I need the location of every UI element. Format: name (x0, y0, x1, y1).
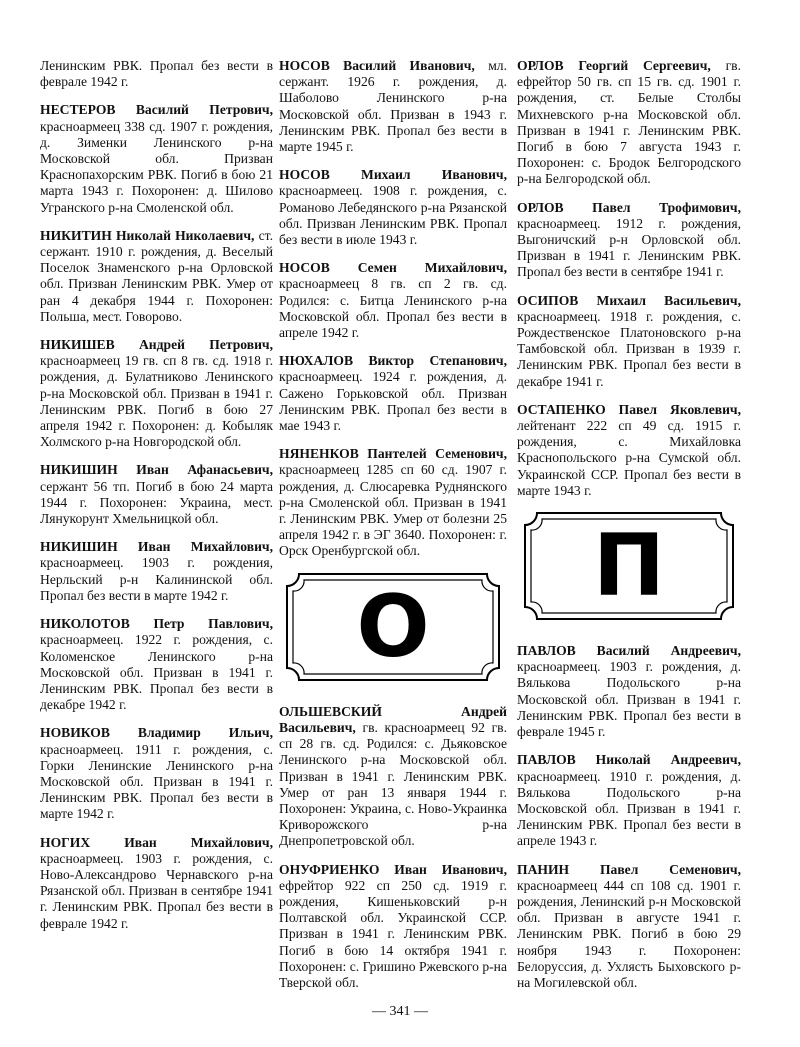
entry-name: НЯНЕНКОВ Пантелей Семенович, (279, 446, 507, 462)
entry-text: красноармеец 19 гв. сп 8 гв. сд. 1918 г. рождения, д. Булатниково Ленинского р-на Московской обл. Призван в 1941 г. Ленинским РВК. Погиб в бою 27 апреля 1942 г. Похоронен: д. Кобыляк Холмского р-на Новгородской обл. (40, 353, 273, 450)
entry-name: НОВИКОВ Владимир Ильич, (40, 725, 273, 741)
entry-name: ОРЛОВ Георгий Сергеевич, (517, 58, 711, 73)
entry-text: сержант 56 тп. Погиб в бою 24 марта 1944 г. Похоронен: Украина, мест. Лянукорунт Хмельницкой обл. (40, 478, 273, 527)
entry (279, 260, 507, 341)
entry (40, 616, 273, 713)
entry (40, 725, 273, 822)
entry-name: НИКИШИН Иван Михайлович, (40, 539, 273, 555)
entry (40, 462, 273, 527)
entry-name: ОНУФРИЕНКО Иван Иванович, (279, 861, 507, 877)
section-letter-frame-o (285, 572, 501, 682)
entry (279, 704, 507, 850)
entry (279, 353, 507, 434)
entry-text: красноармеец. 1918 г. рождения, с. Рождественское Платоновского р-на Тамбовской обл. Призван в 1939 г. Ленинским РВК. Пропал без вести в декабре 1941 г. (517, 308, 741, 389)
entry-text: ефрейтор 922 сп 250 сд. 1919 г. рождения, Кишеньковский р-н Полтавской обл. Украинской ССР. Призван в 1941 г. Ленинским РВК. Погиб в бою 14 октября 1941 г. Похоронен: с. Гришино Ржевского р-на Тверской обл. (279, 877, 507, 990)
entry-name: НОСОВ Василий Иванович, (279, 58, 475, 73)
entry (517, 643, 741, 740)
entry-name: ПАВЛОВ Николай Андреевич, (517, 752, 741, 768)
entry-name: НЕСТЕРОВ Василий Петрович, (40, 102, 273, 118)
entry (517, 862, 741, 992)
entry-text: красноармеец 8 гв. сп 2 гв. сд. Родился: с. Битца Ленинского р-на Московской обл. Пропал без вести в апреле 1942 г. (279, 276, 507, 341)
entry-text: ст. сержант. 1910 г. рождения, д. Веселый Поселок Знаменского р-на Орловской обл. Призван Ленинским РВК. Умер от ран 4 декабря 1944 г. Похоронен: Польша, мест. Говорово. (40, 227, 273, 324)
entry (279, 862, 507, 992)
entry-name: НИКИТИН Николай Николаевич, (40, 227, 255, 243)
entry-name: НОГИХ Иван Михайлович, (40, 834, 273, 850)
entry-name: НИКОЛОТОВ Петр Павлович, (40, 616, 273, 632)
entry-name: НЮХАЛОВ Виктор Степанович, (279, 353, 507, 369)
entry-text: красноармеец. 1903 г. рождения, д. Вялькова Подольского р-на Московской обл. Призван в 1941 г. Ленинским РВК. Пропал без вести в феврале 1945 г. (517, 659, 741, 740)
column-1 (40, 58, 273, 944)
entry (279, 58, 507, 155)
entry-text: красноармеец. 1903 г. рождения, с. Ново-Александрово Чернавского р-на Рязанской обл. Призван в сентябре 1941 г. Ленинским РВК. Пропал без вести в феврале 1942 г. (40, 850, 273, 931)
entry-text: мл. сержант. 1926 г. рождения, д. Шаболово Ленинского р-на Московской обл. Призван в 1943 г. Ленинским РВК. Пропал без вести в марте 1945 г. (279, 58, 507, 155)
entry (40, 228, 273, 325)
entry-text: Ленинским РВК. Пропал без вести в феврале 1942 г. (40, 58, 273, 90)
entry (517, 58, 741, 188)
entry-name: ПАНИН Павел Семенович, (517, 861, 741, 877)
entry (517, 752, 741, 849)
entry-text: лейтенант 222 сп 49 сд. 1915 г. рождения, с. Михайловка Краснопольского р-на Сумской обл. Украинской ССР. Пропал без вести в марте 1943 г. (517, 418, 741, 498)
entry-text: красноармеец 1285 сп 60 сд. 1907 г. рождения, д. Слюсаревка Руднянского р-на Смоленской обл. Призван в 1941 г. Ленинским РВК. Умер от болезни 25 апреля 1942 г. в ЭГ 3640. Похоронен: г. Орск Оренбургской обл. (279, 462, 507, 559)
entry-name: ОСИПОВ Михаил Васильевич, (517, 292, 741, 308)
entry-name: НОСОВ Семен Михайлович, (279, 260, 507, 276)
entry-text: красноармеец. 1922 г. рождения, с. Коломенское Ленинского р-на Московской обл. Призван в 1941 г. Ленинским РВК. Пропал без вести в декабре 1942 г. (40, 632, 273, 713)
section-letter: О (356, 576, 430, 677)
entry-name: НИКИШЕВ Андрей Петрович, (40, 337, 273, 353)
section-letter-frame-p (523, 511, 735, 621)
entry (517, 200, 741, 281)
entry-name: НИКИШИН Иван Афанасьевич, (40, 462, 273, 478)
entry (517, 402, 741, 499)
entry (40, 539, 273, 604)
entry (279, 167, 507, 248)
entry-name: ПАВЛОВ Василий Андреевич, (517, 643, 741, 659)
entry-text: красноармеец. 1911 г. рождения, с. Горки Ленинские Ленинского р-на Московской обл. Призван в 1941 г. Ленинским РВК. Пропал без вести в марте 1942 г. (40, 741, 273, 822)
entry-text: красноармеец 444 сп 108 сд. 1901 г. рождения, Ленинский р-н Московской обл. Призван в августе 1941 г. Ленинским РВК. Погиб в бою 29 ноября 1943 г. Похоронен: Белоруссия, д. Ухлясть Быховского р-на Могилевской обл. (517, 877, 741, 990)
entry (40, 337, 273, 450)
page-number: — 341 — (372, 1004, 428, 1019)
entry (40, 835, 273, 932)
entry-name: ОЛЬШЕВСКИЙ Андрей Васильевич, (279, 703, 507, 735)
entry-text: красноармеец. 1924 г. рождения, д. Сажено Горьковской обл. Призван Ленинским РВК. Пропал без вести в мае 1943 г. (279, 369, 507, 434)
column-2 (279, 58, 507, 1003)
entry-text: красноармеец. 1903 г. рождения, Нерльский р-н Калининской обл. Пропал без вести в марте 1942 г. (40, 555, 273, 603)
entry-text: красноармеец. 1908 г. рождения, с. Романово Лебедянского р-на Рязанской обл. Призван Ленинским РВК. Пропал без вести в июле 1943 г. (279, 183, 507, 248)
entry (517, 293, 741, 390)
entry-continuation (40, 58, 273, 90)
section-letter: П (593, 516, 665, 617)
entry (279, 446, 507, 559)
entry-text: красноармеец. 1910 г. рождения, д. Вялькова Подольского р-на Московской обл. Призван в 1941 г. Ленинским РВК. Пропал без вести в апреле 1943 г. (517, 768, 741, 849)
entry-text: красноармеец. 1912 г. рождения, Выгоничский р-н Орловской обл. Призван в 1941 г. Ленинским РВК. Пропал без вести в сентябре 1941 г. (517, 215, 741, 280)
entry (40, 102, 273, 215)
column-3 (517, 58, 741, 1003)
entry-text: красноармеец 338 сд. 1907 г. рождения, д. Зименки Ленинского р-на Московской обл. Призван Краснопахорским РВК. Погиб в бою 21 марта 1943 г. Похоронен: д. Шилово Угранского р-на Смоленской обл. (40, 118, 273, 215)
entry-text: гв. ефрейтор 50 гв. сп 15 гв. сд. 1901 г. рождения, ст. Белые Столбы Михневского р-на Московской обл. Призван в 1941 г. Ленинским РВК. Погиб в бою 7 августа 1943 г. Похоронен: с. Бродок Белгородского р-на Белгородской обл. (517, 58, 742, 187)
entry-name: ОРЛОВ Павел Трофимович, (517, 199, 741, 215)
entry-name: НОСОВ Михаил Иванович, (279, 167, 507, 183)
entry-name: ОСТАПЕНКО Павел Яковлевич, (517, 401, 741, 417)
entry-text: гв. красноармеец 92 гв. сп 28 гв. сд. Родился: с. Дьяковское Ленинского р-на Московской обл. Призван в 1941 г. Ленинским РВК. Умер от ран 13 января 1944 г. Похоронен: Украина, с. Ново-Украинка Криворожского р-на Днепропетровской обл. (279, 719, 507, 849)
